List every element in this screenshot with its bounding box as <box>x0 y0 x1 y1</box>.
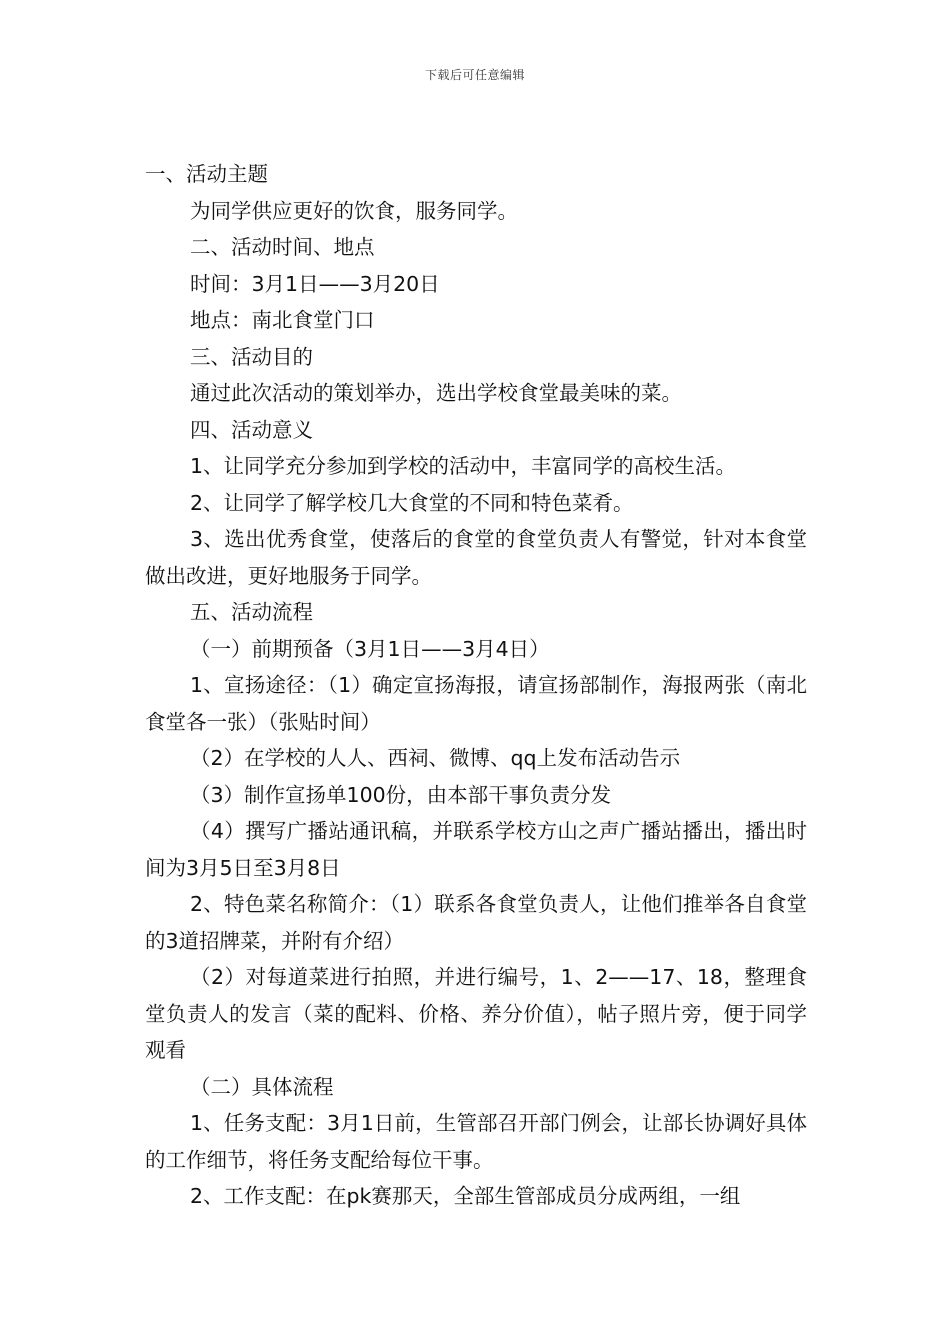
paragraph: （2）在学校的人人、西祠、微博、qq上发布活动告示 <box>190 746 681 770</box>
page-header: 下载后可任意编辑 <box>424 68 525 82</box>
paragraph: （4）撰写广播站通讯稿，并联系学校方山之声广播站播出，播出时间为3月5日至3月8日 <box>145 819 807 880</box>
section-heading-purpose: 三、活动目的 <box>190 344 313 369</box>
paragraph: 2、特色菜名称简介：（1）联系各食堂负责人，让他们推举各自食堂的3道招牌菜，并附有介绍） <box>145 892 807 953</box>
subsection-heading-details: （二）具体流程 <box>190 1074 334 1099</box>
subsection-heading-preparation: （一）前期预备（3月1日——3月4日） <box>190 636 550 661</box>
paragraph: （2）对每道菜进行拍照，并进行编号，1、2——17、18，整理食堂负责人的发言（菜的配料、价格、养分价值），帖子照片旁，便于同学观看 <box>145 965 807 1062</box>
paragraph: 通过此次活动的策划举办，选出学校食堂最美味的菜。 <box>190 381 682 405</box>
paragraph: 1、任务支配：3月1日前，生管部召开部门例会，让部长协调好具体的工作细节，将任务支配给每位干事。 <box>145 1111 807 1172</box>
paragraph: 2、工作支配：在pk赛那天，全部生管部成员分成两组，一组 <box>190 1184 741 1208</box>
section-heading-theme: 一、活动主题 <box>145 162 268 186</box>
section-heading-process: 五、活动流程 <box>190 600 313 624</box>
paragraph: 2、让同学了解学校几大食堂的不同和特色菜肴。 <box>190 490 634 515</box>
paragraph: 1、让同学充分参加到学校的活动中，丰富同学的高校生活。 <box>190 454 737 478</box>
paragraph: （3）制作宣扬单100份，由本部干事负责分发 <box>190 782 612 807</box>
paragraph: 地点：南北食堂门口 <box>190 308 375 332</box>
paragraph: 1、宣扬途径：（1）确定宣扬海报，请宣扬部制作，海报两张（南北食堂各一张）（张贴时间） <box>145 673 807 734</box>
paragraph: 3、选出优秀食堂，使落后的食堂的食堂负责人有警觉，针对本食堂做出改进，更好地服务于同学。 <box>145 527 807 588</box>
paragraph: 为同学供应更好的饮食，服务同学。 <box>190 198 518 223</box>
section-heading-significance: 四、活动意义 <box>190 417 313 442</box>
document-body <box>145 156 807 1215</box>
paragraph: 时间：3月1日——3月20日 <box>190 271 440 296</box>
section-heading-time-place: 二、活动时间、地点 <box>190 235 375 259</box>
